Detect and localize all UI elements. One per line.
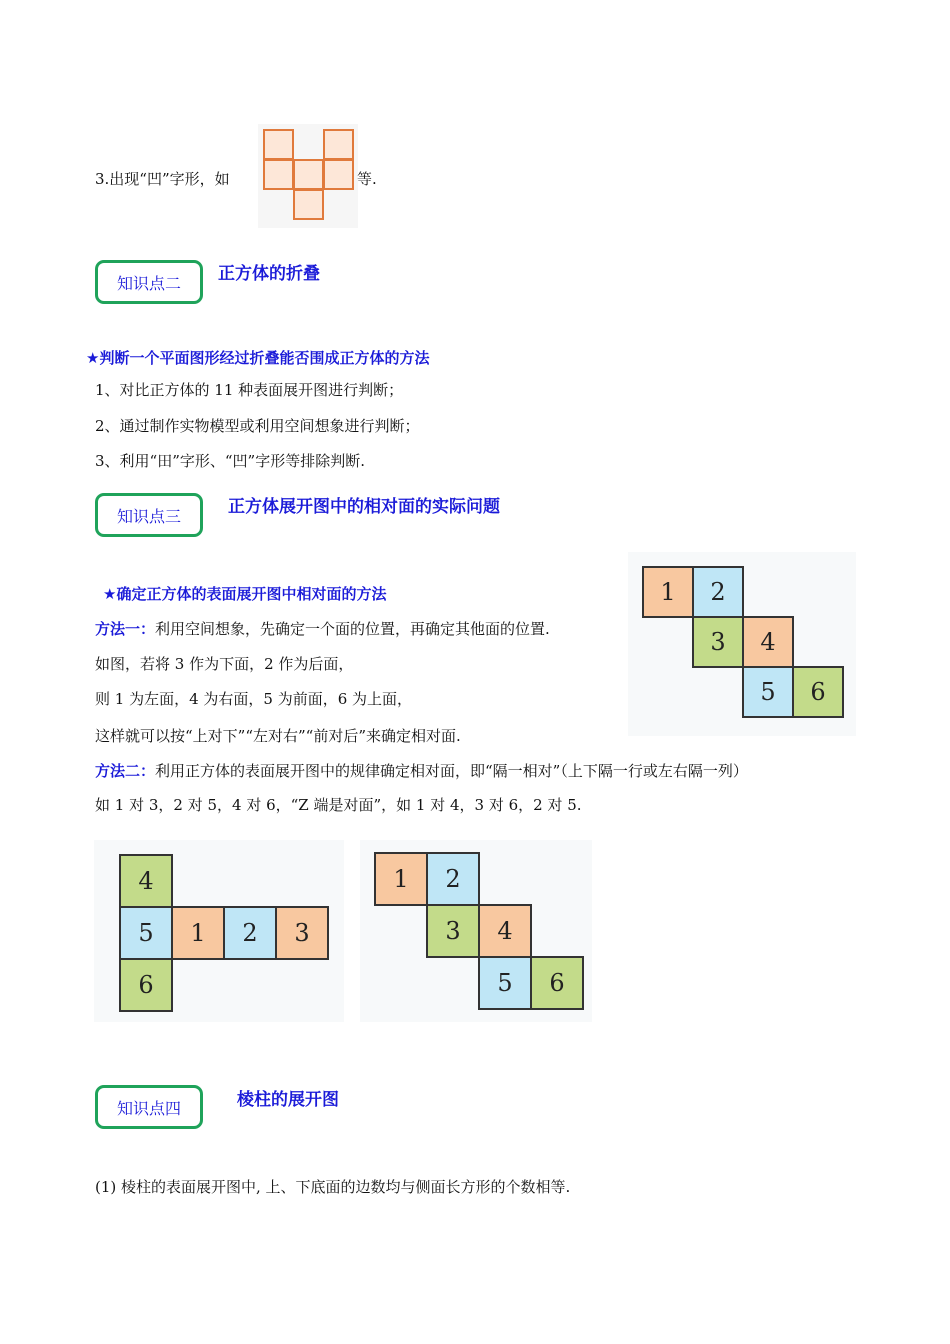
k2-item-3: 3、利用“田”字形、“凹”字形等排除判断. (95, 452, 365, 470)
face-4: 4 (119, 854, 173, 908)
net-cell (263, 159, 294, 190)
k2-item-1: 1、对比正方体的 11 种表面展开图进行判断； (95, 381, 404, 399)
face-2: 2 (223, 906, 277, 960)
face-1: 1 (374, 852, 428, 906)
k2-heading: ★判断一个平面图形经过折叠能否围成正方体的方法 (86, 349, 430, 367)
face-6: 6 (530, 956, 584, 1010)
face-3: 3 (426, 904, 480, 958)
face-3: 3 (692, 616, 744, 668)
concave-net-figure (258, 124, 358, 228)
method1-label: 方法一： (95, 620, 156, 638)
cube-net-left (94, 840, 344, 1022)
cube-net-right (628, 552, 856, 736)
item3-prefix: 3.出现“凹”字形，如 (95, 170, 230, 188)
face-5: 5 (478, 956, 532, 1010)
net-cell (323, 159, 354, 190)
method1-line (95, 619, 550, 639)
net-cell (293, 159, 324, 190)
face-1: 1 (642, 566, 694, 618)
net-cell (293, 189, 324, 220)
method1-text: 利用空间想象，先确定一个面的位置，再确定其他面的位置. (155, 620, 550, 638)
face-6: 6 (792, 666, 844, 718)
k3-heading: ★确定正方体的表面展开图中相对面的方法 (103, 585, 387, 603)
method1-line2: 如图，若将 3 作为下面，2 作为后面， (95, 655, 354, 673)
cube-net-middle (360, 840, 592, 1022)
k3-title: 正方体展开图中的相对面的实际问题 (228, 497, 500, 517)
face-3: 3 (275, 906, 329, 960)
method2-line2: 如 1 对 3，2 对 5，4 对 6，“Z 端是对面”，如 1 对 4，3 对 6，2 对 5. (95, 796, 582, 814)
face-4: 4 (742, 616, 794, 668)
knowledge-point-2-badge: 知识点二 (95, 260, 203, 304)
method1-line4: 这样就可以按“上对下”“左对右”“前对后”来确定相对面. (95, 727, 461, 745)
face-2: 2 (692, 566, 744, 618)
net-cell (323, 129, 354, 160)
k4-title: 棱柱的展开图 (237, 1090, 339, 1110)
knowledge-point-4-badge: 知识点四 (95, 1085, 203, 1129)
method1-line3: 则 1 为左面，4 为右面，5 为前面，6 为上面， (95, 690, 413, 708)
method2-label: 方法二： (95, 762, 156, 780)
method2-line (95, 761, 748, 781)
k4-item-1: (1) 棱柱的表面展开图中, 上、下底面的边数均与侧面长方形的个数相等. (95, 1178, 571, 1196)
face-5: 5 (742, 666, 794, 718)
k2-item-2: 2、通过制作实物模型或利用空间想象进行判断； (95, 417, 420, 435)
face-2: 2 (426, 852, 480, 906)
k2-title: 正方体的折叠 (218, 264, 320, 284)
face-6: 6 (119, 958, 173, 1012)
face-5: 5 (119, 906, 173, 960)
face-1: 1 (171, 906, 225, 960)
net-cell (263, 129, 294, 160)
knowledge-point-3-badge: 知识点三 (95, 493, 203, 537)
item3-suffix: 等. (357, 170, 377, 188)
face-4: 4 (478, 904, 532, 958)
method2-text: 利用正方体的表面展开图中的规律确定相对面，即“隔一相对”（上下隔一行或左右隔一列） (155, 762, 748, 780)
